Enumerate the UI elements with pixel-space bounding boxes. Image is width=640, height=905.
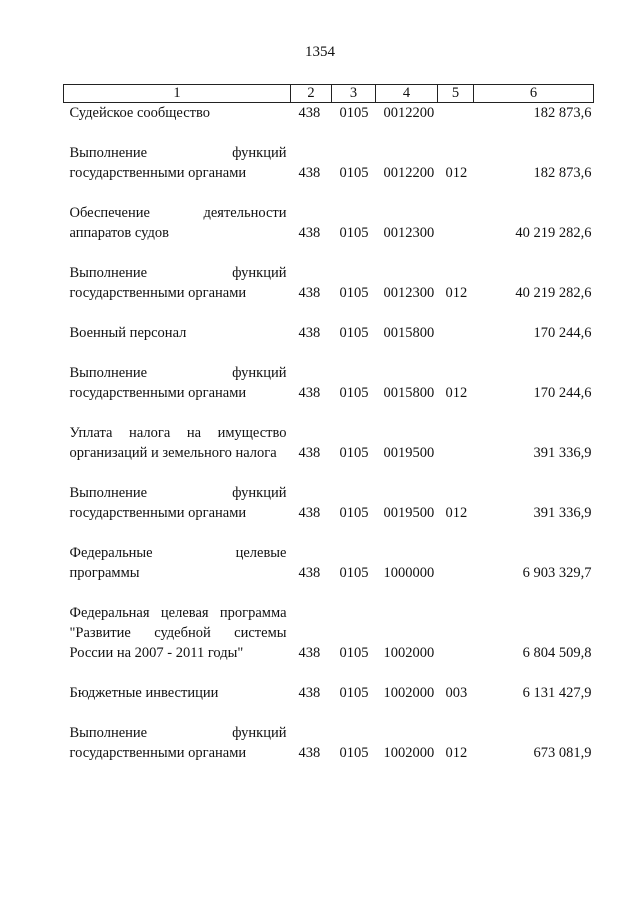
budget-table	[63, 84, 594, 783]
target-article-cell: 1000000	[383, 565, 435, 581]
table-row	[64, 723, 594, 783]
ministry-code-cell: 438	[298, 685, 321, 701]
section-code-cell: 0105	[339, 505, 369, 521]
row-name-line: Уплата налога на имущество	[69, 425, 287, 441]
row-name-cell	[64, 363, 291, 423]
row-name-line: Военный персонал	[69, 325, 187, 341]
row-name-line: России на 2007 - 2011 годы"	[69, 645, 244, 661]
section-code-cell: 0105	[339, 745, 369, 761]
row-name-line: Федеральные целевые	[69, 545, 287, 561]
section-code-cell: 0105	[339, 285, 369, 301]
column-header: 2	[291, 85, 332, 103]
row-name-line: Выполнение функций	[69, 365, 287, 381]
row-name-cell	[64, 103, 291, 144]
row-name-line: аппаратов судов	[69, 225, 169, 241]
ministry-code-cell: 438	[298, 105, 321, 121]
column-header: 6	[474, 85, 594, 103]
expense-type-cell	[438, 543, 474, 603]
target-article-cell: 0015800	[383, 385, 435, 401]
table-row	[64, 363, 594, 423]
row-name-line: государственными органами	[69, 385, 247, 401]
row-name-cell	[64, 143, 291, 203]
expense-type-cell	[438, 423, 474, 483]
row-name-line: Выполнение функций	[69, 145, 287, 161]
table-row	[64, 203, 594, 263]
amount-cell: 391 336,9	[533, 505, 592, 521]
table-row	[64, 683, 594, 723]
row-name-line: Выполнение функций	[69, 485, 287, 501]
table-row	[64, 603, 594, 683]
table-header-row	[64, 85, 594, 103]
expense-type-cell: 012	[445, 745, 468, 761]
amount-cell: 6 131 427,9	[522, 685, 592, 701]
expense-type-cell: 003	[445, 685, 468, 701]
amount-cell: 182 873,6	[533, 165, 592, 181]
column-header: 3	[332, 85, 376, 103]
row-name-cell	[64, 423, 291, 483]
row-name-line: Бюджетные инвестиции	[69, 685, 219, 701]
row-name-cell	[64, 723, 291, 783]
ministry-code-cell: 438	[298, 385, 321, 401]
expense-type-cell: 012	[445, 165, 468, 181]
section-code-cell: 0105	[339, 225, 369, 241]
ministry-code-cell: 438	[298, 445, 321, 461]
row-name-line: Выполнение функций	[69, 725, 287, 741]
target-article-cell: 1002000	[383, 685, 435, 701]
row-name-line: "Развитие судебной системы	[69, 625, 287, 641]
expense-type-cell: 012	[445, 385, 468, 401]
amount-cell: 40 219 282,6	[515, 225, 592, 241]
ministry-code-cell: 438	[298, 565, 321, 581]
row-name-cell	[64, 683, 291, 723]
amount-cell: 40 219 282,6	[515, 285, 592, 301]
target-article-cell: 1002000	[383, 645, 435, 661]
column-header: 5	[438, 85, 474, 103]
row-name-line: программы	[69, 565, 140, 581]
section-code-cell: 0105	[339, 325, 369, 341]
expense-type-cell	[438, 103, 474, 144]
section-code-cell: 0105	[339, 445, 369, 461]
row-name-cell	[64, 603, 291, 683]
target-article-cell: 0015800	[383, 325, 435, 341]
expense-type-cell	[438, 203, 474, 263]
ministry-code-cell: 438	[298, 225, 321, 241]
row-name-line: государственными органами	[69, 505, 247, 521]
ministry-code-cell: 438	[298, 745, 321, 761]
row-name-cell	[64, 203, 291, 263]
row-name-line: Судейское сообщество	[69, 105, 210, 121]
row-name-cell	[64, 483, 291, 543]
amount-cell: 170 244,6	[533, 325, 592, 341]
row-name-line: государственными органами	[69, 745, 247, 761]
table-row	[64, 323, 594, 363]
column-header: 4	[376, 85, 438, 103]
row-name-line: Федеральная целевая программа	[69, 605, 287, 621]
amount-cell: 391 336,9	[533, 445, 592, 461]
section-code-cell: 0105	[339, 165, 369, 181]
ministry-code-cell: 438	[298, 645, 321, 661]
row-name-line: Обеспечение деятельности	[69, 205, 287, 221]
section-code-cell: 0105	[339, 645, 369, 661]
expense-type-cell: 012	[445, 285, 468, 301]
table-row	[64, 263, 594, 323]
expense-type-cell: 012	[445, 505, 468, 521]
expense-type-cell	[438, 603, 474, 683]
amount-cell: 170 244,6	[533, 385, 592, 401]
ministry-code-cell: 438	[298, 165, 321, 181]
target-article-cell: 1002000	[383, 745, 435, 761]
row-name-cell	[64, 263, 291, 323]
target-article-cell: 0012300	[383, 285, 435, 301]
table-row	[64, 423, 594, 483]
row-name-line: организаций и земельного налога	[69, 445, 277, 461]
section-code-cell: 0105	[339, 685, 369, 701]
expense-type-cell	[438, 323, 474, 363]
target-article-cell: 0012200	[383, 165, 435, 181]
amount-cell: 673 081,9	[533, 745, 592, 761]
ministry-code-cell: 438	[298, 505, 321, 521]
table-row	[64, 103, 594, 144]
amount-cell: 182 873,6	[533, 105, 592, 121]
column-header: 1	[64, 85, 291, 103]
amount-cell: 6 804 509,8	[522, 645, 592, 661]
row-name-line: государственными органами	[69, 165, 247, 181]
ministry-code-cell: 438	[298, 285, 321, 301]
table-row	[64, 543, 594, 603]
table-row	[64, 483, 594, 543]
target-article-cell: 0012300	[383, 225, 435, 241]
target-article-cell: 0019500	[383, 505, 435, 521]
section-code-cell: 0105	[339, 385, 369, 401]
table-row	[64, 143, 594, 203]
row-name-line: Выполнение функций	[69, 265, 287, 281]
row-name-cell	[64, 543, 291, 603]
row-name-line: государственными органами	[69, 285, 247, 301]
row-name-cell	[64, 323, 291, 363]
table-body	[64, 103, 594, 784]
section-code-cell: 0105	[339, 105, 369, 121]
target-article-cell: 0019500	[383, 445, 435, 461]
section-code-cell: 0105	[339, 565, 369, 581]
ministry-code-cell: 438	[298, 325, 321, 341]
amount-cell: 6 903 329,7	[522, 565, 592, 581]
target-article-cell: 0012200	[383, 105, 435, 121]
page-number: 1354	[305, 44, 335, 60]
